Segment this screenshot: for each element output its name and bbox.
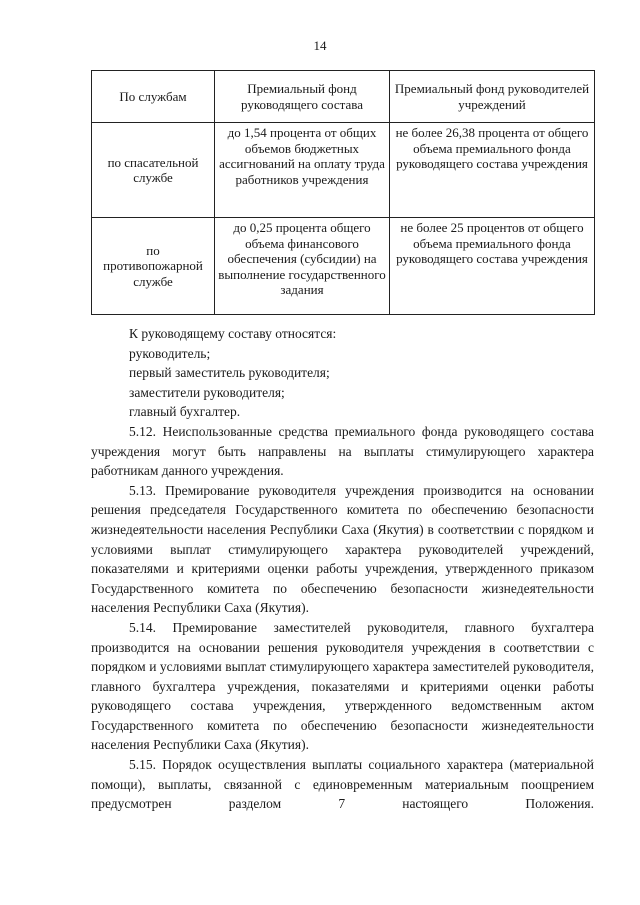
table-cell-heads-fund: не более 26,38 процента от общего объема премиального фонда руководящего состава учреждения [390, 123, 595, 218]
page-number: 14 [313, 38, 327, 53]
management-list-item: заместители руководителя; [129, 384, 285, 400]
paragraph-5-15: 5.15. Порядок осуществления выплаты социального характера (материальной помощи), выплаты, связанной с единовременным материальным поощрением предусмотрен разделом 7 настоящего Положения. [91, 757, 594, 812]
paragraph-5-13: 5.13. Премирование руководителя учреждения производится на основании решения председателя Государственного комитета по обеспечению безопасности жизнедеятельности населения Республики Саха (Якутия) в соответствии с порядком и условиями выплат стимулирующего характера руководителей учреждений, показателями и критериями оценки работы учреждения, утвержденного приказом Государственного комитета по обеспечению безопасности жизнедеятельности населения Республики Саха (Якутия). [91, 482, 594, 616]
paragraph-5-14: 5.14. Премирование заместителей руководителя, главного бухгалтера производится на основании решения руководителя учреждения в соответствии с порядком и условиями выплат стимулирующего характера заместителей руководителя, главного бухгалтера учреждения, показателями и критериями оценки работы руководящего состава учреждения, утвержденного ведомственным актом Государственного комитета по обеспечению безопасности жизнедеятельности населения Республики Саха (Якутия). [91, 619, 594, 753]
table-row [92, 123, 595, 218]
body-text [91, 324, 594, 814]
table-cell-management-fund: до 0,25 процента общего объема финансового обеспечения (субсидии) на выполнение государственного задания [215, 218, 390, 315]
paragraph-5-12: 5.12. Неиспользованные средства премиального фонда руководящего состава учреждения могут быть направлены на выплаты стимулирующего характера работникам данного учреждения. [91, 423, 594, 479]
management-list-item: главный бухгалтер. [129, 404, 241, 420]
header-heads-fund: Премиальный фонд руководителей учреждений [390, 71, 595, 123]
management-list-item: руководитель; [129, 345, 211, 361]
table-cell-service: по спасательной службе [92, 123, 215, 218]
management-list-intro: К руководящему составу относятся: [129, 326, 337, 341]
header-management-fund: Премиальный фонд руководящего состава [215, 71, 390, 123]
table-row [92, 218, 595, 315]
table-header-row [92, 71, 595, 123]
header-by-service: По службам [92, 71, 215, 123]
table-cell-service: по противопожарной службе [92, 218, 215, 315]
premium-fund-table [91, 70, 595, 315]
table-cell-heads-fund: не более 25 процентов от общего объема премиального фонда руководящего состава учреждения [390, 218, 595, 315]
management-list-item: первый заместитель руководителя; [129, 365, 330, 381]
table-cell-management-fund: до 1,54 процента от общих объемов бюджетных ассигнований на оплату труда работников учреждения [215, 123, 390, 218]
